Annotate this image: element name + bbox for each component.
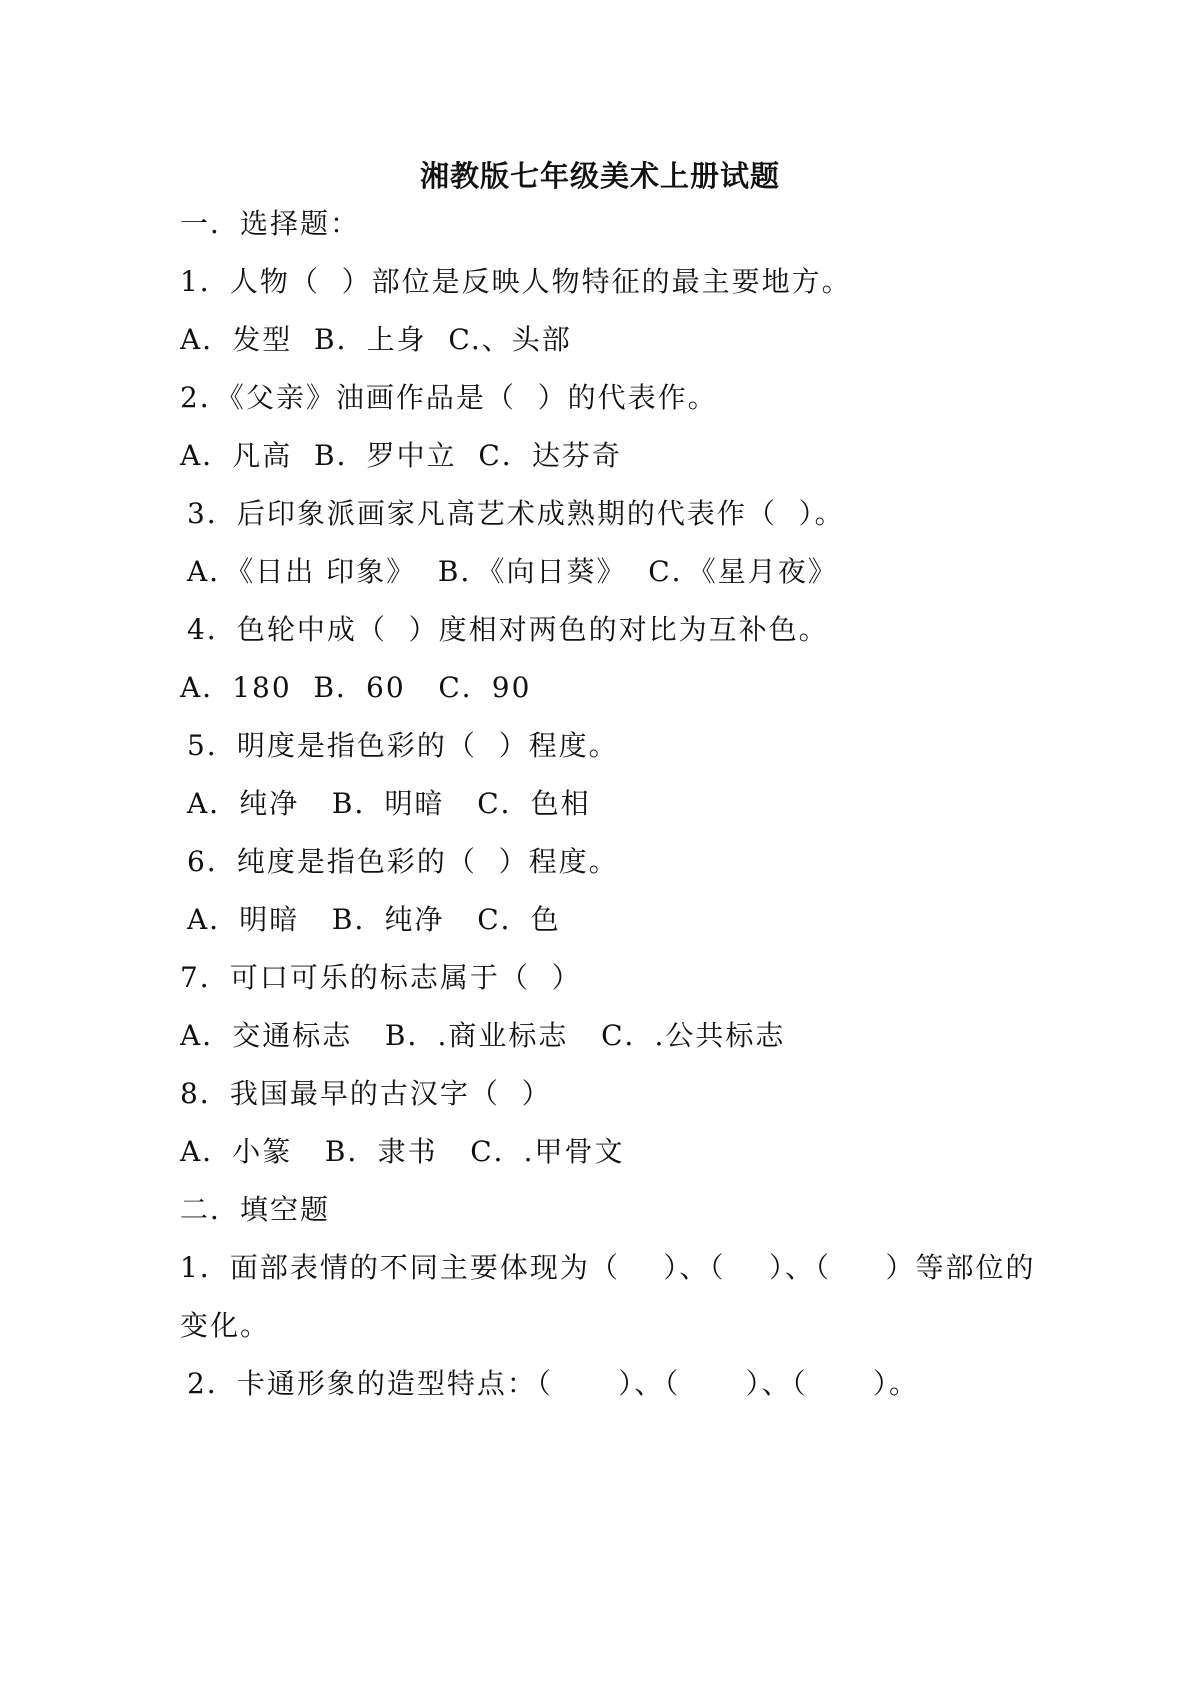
question-1-options: A．发型 B．上身 C.、头部 xyxy=(180,323,572,356)
question-2: 2．《父亲》油画作品是（ ）的代表作。 xyxy=(180,381,718,414)
question-2-options: A．凡高 B．罗中立 C．达芬奇 xyxy=(180,439,622,472)
section-heading-multiple-choice: 一．选择题： xyxy=(180,207,361,240)
question-4: 4．色轮中成（ ）度相对两色的对比为互补色。 xyxy=(187,613,829,646)
section-heading-fill-in-blank: 二．填空题 xyxy=(180,1193,331,1226)
question-5-options: A．纯净 B．明暗 C．色相 xyxy=(187,787,591,820)
document-title: 湘教版七年级美术上册试题 xyxy=(419,159,780,193)
question-7-options: A．交通标志 B．.商业标志 C．.公共标志 xyxy=(180,1019,786,1052)
question-1: 1．人物（ ）部位是反映人物特征的最主要地方。 xyxy=(180,265,852,298)
question-6: 6．纯度是指色彩的（ ）程度。 xyxy=(187,845,619,878)
question-8-options: A．小篆 B．隶书 C．.甲骨文 xyxy=(180,1135,625,1168)
question-3: 3．后印象派画家凡高艺术成熟期的代表作（ ）。 xyxy=(187,497,845,530)
fill-question-2: 2．卡通形象的造型特点：（ ）、（ ）、（ ）。 xyxy=(187,1367,920,1400)
question-4-options: A．180 B．60 C．90 xyxy=(180,671,532,704)
fill-question-1: 1．面部表情的不同主要体现为（ ）、（ ）、（ ）等部位的 xyxy=(180,1251,1036,1284)
fill-question-1-continued: 变化。 xyxy=(180,1309,271,1342)
question-3-options: A．《日出 印象》 B．《向日葵》 C．《星月夜》 xyxy=(187,555,838,588)
question-7: 7．可口可乐的标志属于（ ） xyxy=(180,961,582,994)
question-8: 8．我国最早的古汉字（ ） xyxy=(180,1077,552,1110)
question-5: 5．明度是指色彩的（ ）程度。 xyxy=(187,729,619,762)
question-6-options: A．明暗 B．纯净 C．色 xyxy=(187,903,561,936)
